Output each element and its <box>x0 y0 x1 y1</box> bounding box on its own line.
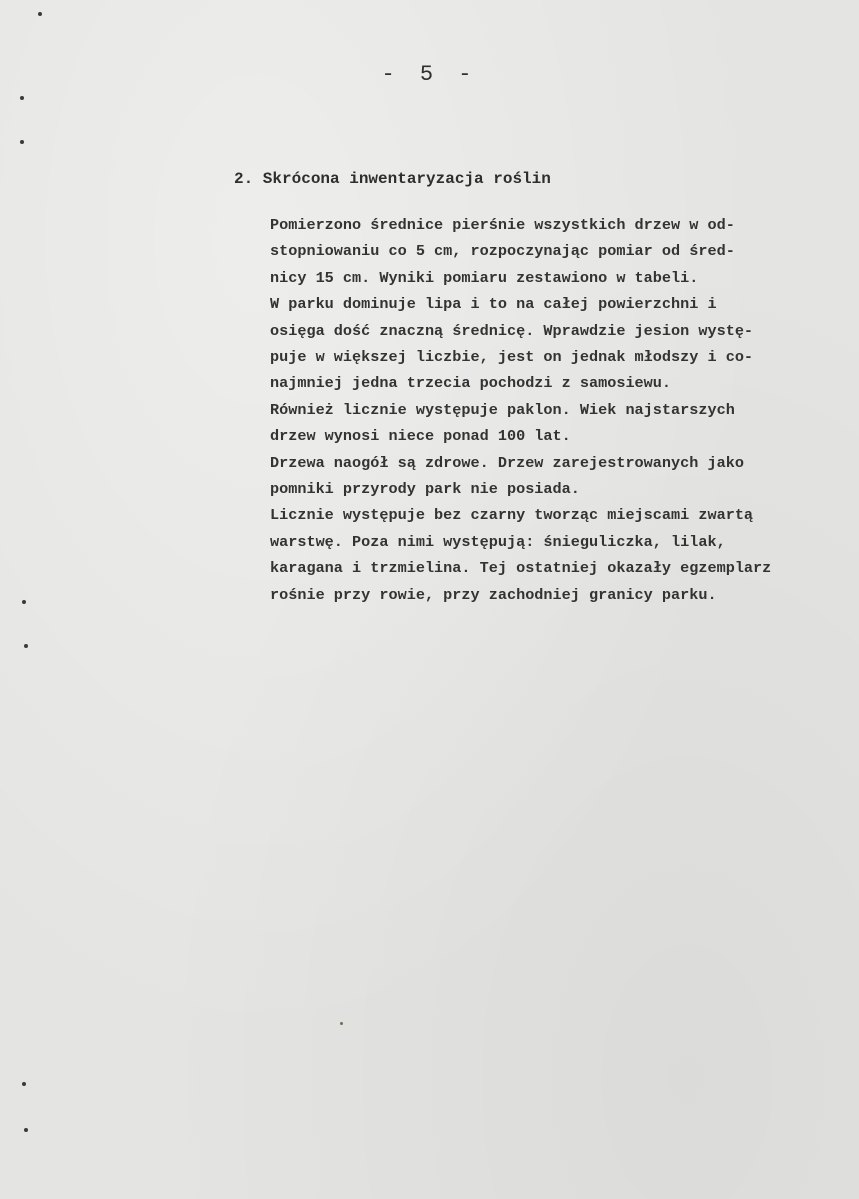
text-line: pomniki przyrody park nie posiada. <box>270 480 580 499</box>
text-line: karagana i trzmielina. Tej ostatniej okazały egzemplarz <box>270 559 772 578</box>
paper-speck <box>340 1022 343 1025</box>
margin-dot <box>22 1082 26 1086</box>
text-line: warstwę. Poza nimi występują: śnieguliczka, lilak, <box>270 532 726 551</box>
margin-dot <box>20 140 24 144</box>
text-line: Również licznie występuje paklon. Wiek najstarszych <box>270 400 735 419</box>
margin-dot <box>22 600 26 604</box>
section-heading: 2. Skrócona inwentaryzacja roślin <box>234 170 551 188</box>
body-paragraph <box>270 212 859 608</box>
margin-dot <box>24 1128 28 1132</box>
margin-dot <box>38 12 42 16</box>
text-line: rośnie przy rowie, przy zachodniej granicy parku. <box>270 585 717 604</box>
text-line: Licznie występuje bez czarny tworząc miejscami zwartą <box>270 506 754 525</box>
page-number: - 5 - <box>381 62 478 87</box>
text-line: drzew wynosi niece ponad 100 lat. <box>270 427 571 446</box>
text-line: Pomierzono średnice pierśnie wszystkich drzew w od- <box>270 216 735 234</box>
margin-dot <box>24 644 28 648</box>
text-line: stopniowaniu co 5 cm, rozpoczynając pomiar od śred- <box>270 242 735 261</box>
text-line: nicy 15 cm. Wyniki pomiaru zestawiono w tabeli. <box>270 268 699 287</box>
text-line: osięga dość znaczną średnicę. Wprawdzie jesion wystę- <box>270 321 754 340</box>
text-line: puje w większej liczbie, jest on jednak młodszy i co- <box>270 348 754 367</box>
margin-dot <box>20 96 24 100</box>
text-line: Drzewa naogół są zdrowe. Drzew zarejestrowanych jako <box>270 453 744 472</box>
text-line: W parku dominuje lipa i to na całej powierzchni i <box>270 295 717 314</box>
text-line: najmniej jedna trzecia pochodzi z samosiewu. <box>270 374 672 393</box>
